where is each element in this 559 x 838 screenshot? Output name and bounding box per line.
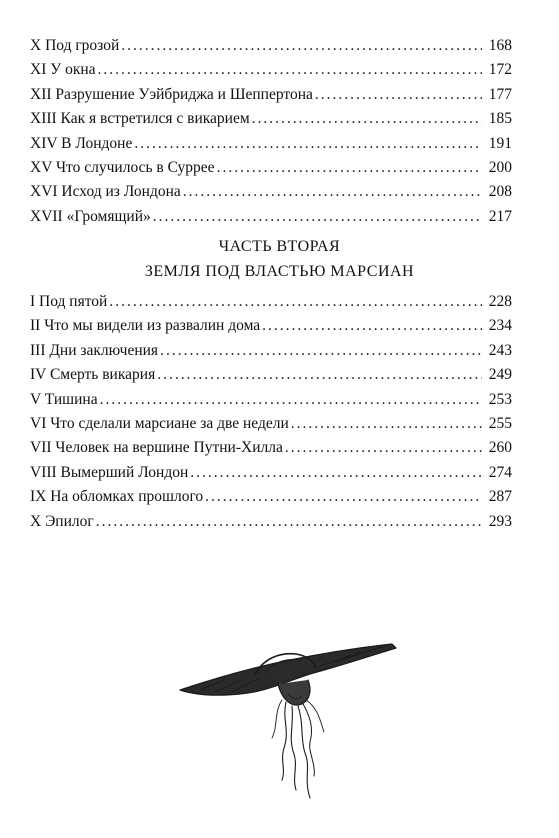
toc-entry-title: XIII Как я встретился с викарием: [30, 110, 250, 128]
toc-entry-page: 177: [488, 85, 512, 103]
toc-entry[interactable]: [30, 83, 512, 107]
toc-entry-title: VIII Вымерший Лондон: [30, 463, 189, 481]
dot-leader: [100, 388, 482, 412]
toc-part-two: [30, 290, 512, 534]
toc-entry-page: 172: [488, 61, 512, 79]
dot-leader: [109, 290, 482, 314]
toc-entry-title: XI У окна: [30, 61, 96, 79]
toc-entry[interactable]: [30, 412, 512, 436]
dot-leader: [96, 510, 482, 534]
toc-entry[interactable]: [30, 314, 512, 338]
toc-entry-title: X Эпилог: [30, 512, 94, 530]
toc-entry-page: 274: [488, 463, 512, 481]
dot-leader: [98, 58, 482, 82]
part-subheading: ЗЕМЛЯ ПОД ВЛАСТЬЮ МАРСИАН: [144, 263, 415, 280]
toc-part-one: [30, 34, 512, 229]
toc-entry-title: IV Смерть викария: [30, 366, 156, 384]
toc-entry-page: 208: [488, 183, 512, 201]
toc-entry[interactable]: [30, 34, 512, 58]
toc-entry-title: V Тишина: [30, 390, 98, 408]
dot-leader: [121, 34, 482, 58]
toc-entry[interactable]: [30, 388, 512, 412]
toc-entry[interactable]: [30, 180, 512, 204]
toc-entry-title: VII Человек на вершине Путни-Хилла: [30, 439, 283, 457]
toc-entry-page: 217: [488, 207, 512, 225]
toc-entry[interactable]: [30, 132, 512, 156]
dot-leader: [262, 314, 482, 338]
dot-leader: [153, 205, 482, 229]
dot-leader: [190, 461, 482, 485]
toc-entry-page: 200: [488, 158, 512, 176]
toc-entry[interactable]: [30, 339, 512, 363]
toc-entry-page: 287: [488, 488, 512, 506]
toc-entry[interactable]: [30, 156, 512, 180]
dot-leader: [252, 107, 482, 131]
dot-leader: [157, 363, 482, 387]
toc-entry[interactable]: [30, 461, 512, 485]
dot-leader: [205, 485, 482, 509]
toc-entry-title: II Что мы видели из развалин дома: [30, 317, 261, 335]
toc-entry[interactable]: [30, 290, 512, 314]
martian-flying-machine-icon: [170, 630, 410, 810]
toc-entry-page: 249: [488, 366, 512, 384]
toc-entry-title: XV Что случилось в Суррее: [30, 158, 215, 176]
toc-entry-page: 168: [488, 37, 512, 54]
toc-entry-title: I Под пятой: [30, 293, 108, 310]
dot-leader: [315, 83, 482, 107]
toc-entry-page: 253: [488, 390, 512, 408]
toc-entry-title: XVII «Громящий»: [30, 207, 151, 225]
dot-leader: [291, 412, 482, 436]
toc-entry[interactable]: [30, 363, 512, 387]
toc-entry-title: XVI Исход из Лондона: [30, 183, 181, 201]
toc-entry-title: XII Разрушение Уэйбриджа и Шеппертона: [30, 85, 313, 103]
toc-entry-page: 228: [488, 293, 512, 310]
toc-entry-page: 260: [488, 439, 512, 457]
dot-leader: [285, 436, 482, 460]
toc-entry[interactable]: [30, 436, 512, 460]
dot-leader: [160, 339, 482, 363]
toc-entry-title: VI Что сделали марсиане за две недели: [30, 414, 289, 432]
toc-entry-page: 185: [488, 110, 512, 128]
toc-entry-page: 191: [488, 134, 512, 152]
dot-leader: [217, 156, 482, 180]
toc-entry-page: 234: [488, 317, 512, 335]
dot-leader: [134, 132, 482, 156]
toc-entry-page: 255: [488, 414, 512, 432]
toc-entry[interactable]: [30, 485, 512, 509]
toc-entry[interactable]: [30, 58, 512, 82]
toc-entry-title: X Под грозой: [30, 37, 120, 54]
toc-entry[interactable]: [30, 205, 512, 229]
toc-entry-title: III Дни заключения: [30, 341, 159, 359]
toc-entry[interactable]: [30, 107, 512, 131]
toc-entry-page: 243: [488, 341, 512, 359]
part-heading: ЧАСТЬ ВТОРАЯ: [218, 238, 341, 255]
dot-leader: [183, 180, 482, 204]
toc-entry-title: XIV В Лондоне: [30, 134, 133, 152]
toc-entry-page: 293: [488, 512, 512, 530]
toc-entry[interactable]: [30, 510, 512, 534]
toc-entry-title: IX На обломках прошлого: [30, 488, 204, 506]
